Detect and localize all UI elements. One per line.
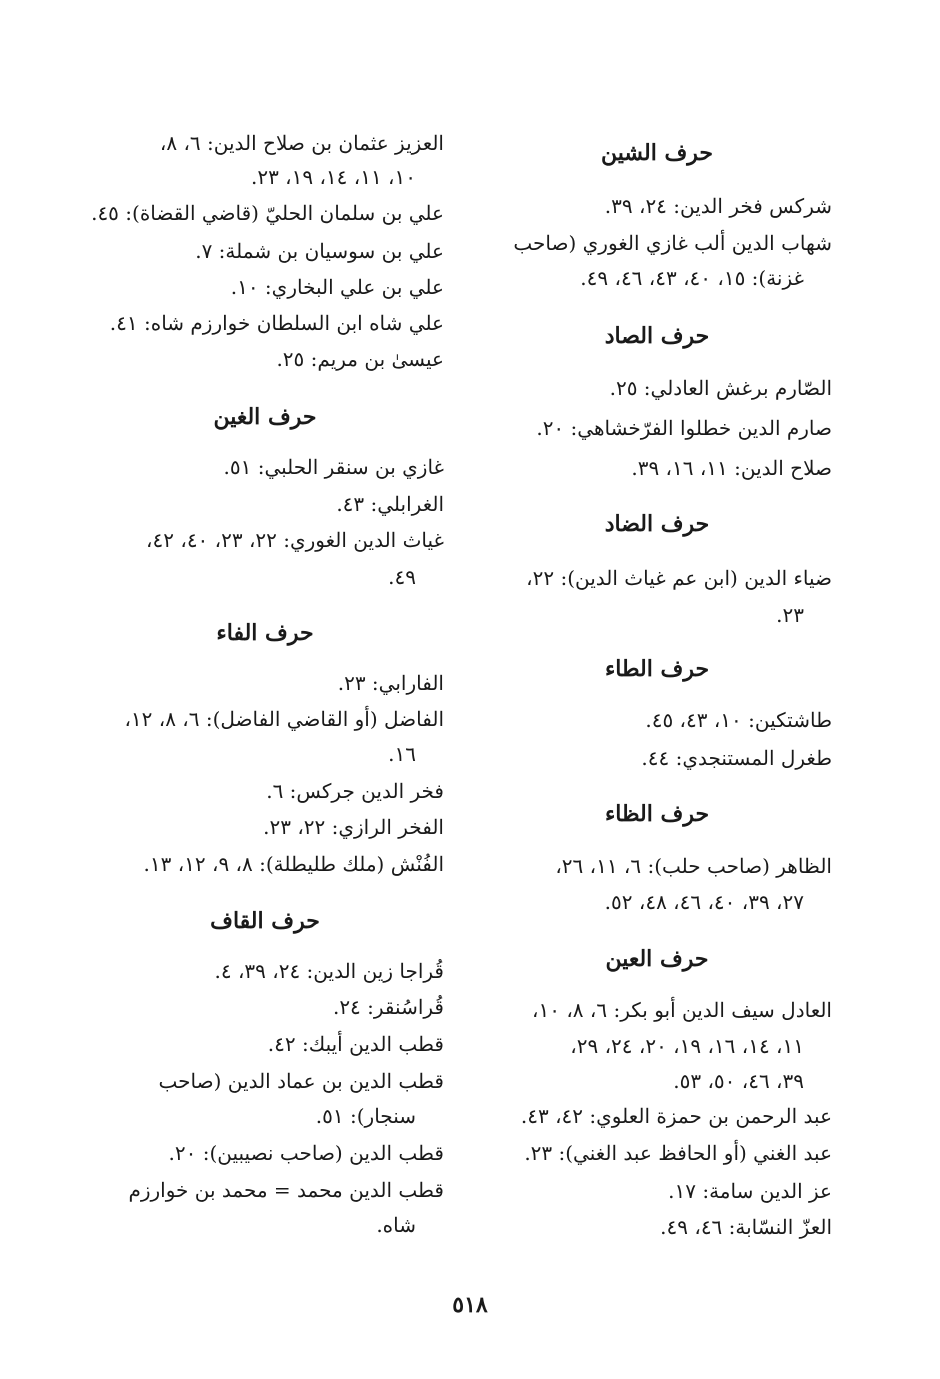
index-entry: فخر الدين جركس: ٦. (266, 779, 444, 803)
section-heading-ta: حرف الطاء (604, 656, 710, 682)
index-entry: الفُنْش (ملك طليطلة): ٨، ٩، ١٢، ١٣. (143, 852, 444, 876)
index-entry: علي بن سلمان الحليّ (قاضي القضاة): ٤٥. (91, 201, 444, 225)
index-entry-continuation: ١٠، ١١، ١٤، ١٩، ٢٣. (250, 165, 416, 189)
index-entry-continuation: سنجار): ٥١. (315, 1104, 416, 1128)
index-entry: العزيز عثمان بن صلاح الدين: ٦، ٨، (159, 131, 444, 155)
index-entry-continuation: ٣٩، ٤٦، ٥٠، ٥٣. (673, 1069, 804, 1093)
section-heading-fa: حرف الفاء (216, 620, 314, 646)
index-entry: علي شاه ابن السلطان خوارزم شاه: ٤١. (109, 311, 444, 335)
index-entry: العزّ النسّابة: ٤٦، ٤٩. (660, 1215, 832, 1239)
index-entry: غياث الدين الغوري: ٢٢، ٢٣، ٤٠، ٤٢، (146, 528, 444, 552)
index-entry: عز الدين سامة: ١٧. (668, 1179, 832, 1203)
index-entry: شركس فخر الدين: ٢٤، ٣٩. (604, 194, 832, 218)
section-heading-qaf: حرف القاف (210, 908, 320, 934)
index-entry: صارم الدين خطلوا الفرّخشاهي: ٢٠. (536, 416, 832, 440)
index-entry: غازي بن سنقر الحلبي: ٥١. (223, 455, 444, 479)
index-entry: العادل سيف الدين أبو بكر: ٦، ٨، ١٠، (532, 998, 832, 1022)
index-entry: شهاب الدين ألب غازي الغوري (صاحب (513, 231, 832, 255)
section-heading-za: حرف الظاء (604, 801, 710, 827)
index-entry: ضياء الدين (ابن عم غياث الدين): ٢٢، (526, 566, 832, 590)
index-entry: الفخر الرازي: ٢٢، ٢٣. (263, 815, 444, 839)
index-entry: صلاح الدين: ١١، ١٦، ٣٩. (631, 456, 832, 480)
index-entry: الفارابي: ٢٣. (337, 671, 444, 695)
index-entry: علي بن سوسيان بن شملة: ٧. (195, 239, 444, 263)
index-entry: قطب الدين أيبك: ٤٢. (267, 1032, 444, 1056)
index-entry-continuation: ٢٧، ٣٩، ٤٠، ٤٦، ٤٨، ٥٢. (604, 890, 804, 914)
index-entry: الغرابلي: ٤٣. (336, 492, 444, 516)
index-entry-continuation: غزنة): ١٥، ٤٠، ٤٣، ٤٦، ٤٩. (580, 266, 804, 290)
index-entry: الفاضل (أو القاضي الفاضل): ٦، ٨، ١٢، (124, 707, 444, 731)
index-entry: علي بن علي البخاري: ١٠. (230, 275, 444, 299)
index-entry: قطب الدين بن عماد الدين (صاحب (158, 1069, 444, 1093)
index-entry: الصّارم برغش العادلي: ٢٥. (609, 376, 832, 400)
index-entry: عبد الغني (أو الحافظ عبد الغني): ٢٣. (524, 1141, 832, 1165)
index-entry-continuation: ١٦. (388, 742, 416, 766)
index-entry-continuation: ٢٣. (776, 603, 804, 627)
index-entry: قطب الدين محمد = محمد بن خوارزم (128, 1178, 444, 1202)
index-entry-continuation: شاه. (376, 1213, 416, 1237)
section-heading-dad: حرف الضاد (604, 511, 710, 537)
index-entry: عبد الرحمن بن حمزة العلوي: ٤٢، ٤٣. (520, 1104, 832, 1128)
page-number: ٥١٨ (452, 1292, 488, 1318)
index-entry: قطب الدين (صاحب نصيبين): ٢٠. (168, 1141, 444, 1165)
section-heading-ayn: حرف العين (605, 946, 709, 972)
index-entry: عيسىٰ بن مريم: ٢٥. (276, 347, 444, 371)
index-entry: طاشتكين: ١٠، ٤٣، ٤٥. (645, 708, 832, 732)
index-entry: طغرل المستنجدي: ٤٤. (641, 746, 832, 770)
index-entry-continuation: ١١، ١٤، ١٦، ١٩، ٢٠، ٢٤، ٢٩، (570, 1034, 804, 1058)
index-entry-continuation: ٤٩. (388, 565, 416, 589)
index-entry: الظاهر (صاحب حلب): ٦، ١١، ٢٦، (555, 854, 832, 878)
section-heading-shin: حرف الشين (600, 140, 714, 166)
section-heading-ghayn: حرف الغين (213, 404, 317, 430)
section-heading-sad: حرف الصاد (604, 323, 710, 349)
index-entry: قُراسُنقر: ٢٤. (332, 995, 444, 1019)
index-entry: قُراجا زين الدين: ٢٤، ٣٩، ٤. (214, 959, 444, 983)
